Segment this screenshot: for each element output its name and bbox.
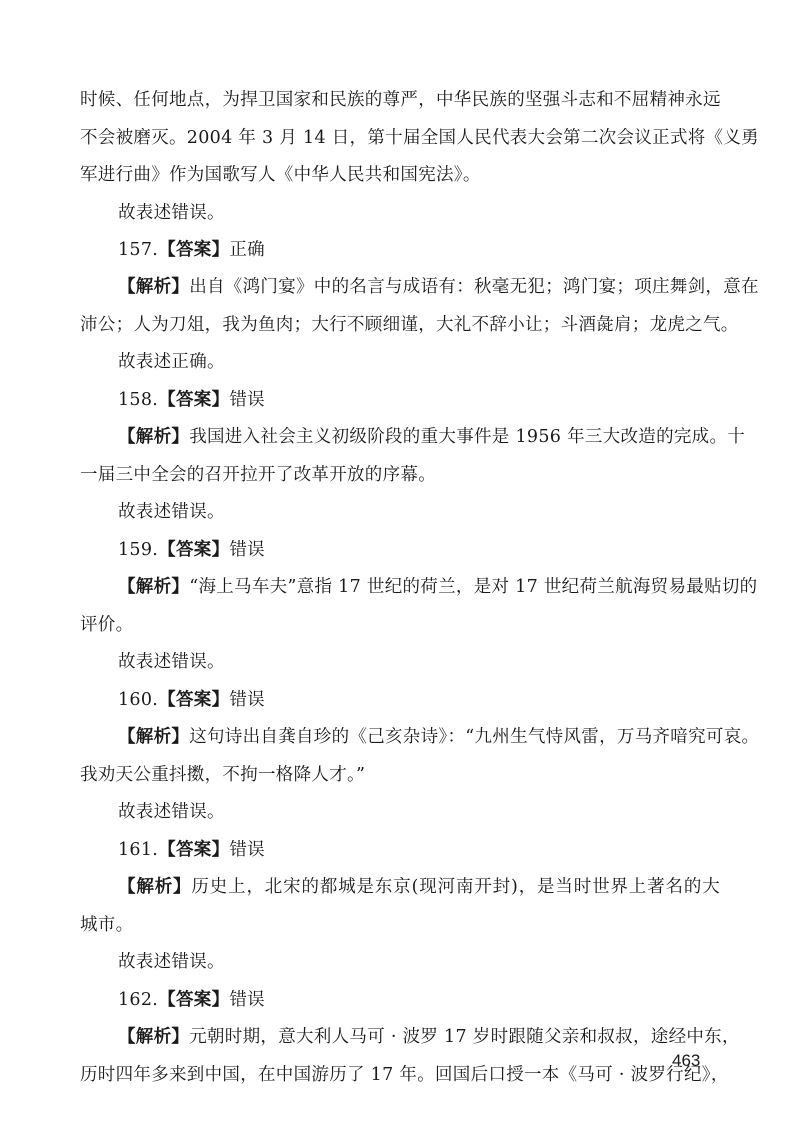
conclusion-line: 故表述错误。	[118, 802, 225, 822]
answer-line: 158.【答案】错误	[118, 390, 265, 410]
text-line: 城市。	[80, 915, 134, 935]
answer-line: 160.【答案】错误	[118, 690, 265, 710]
answer-tag: 【答案】	[158, 540, 230, 560]
answer-line: 161.【答案】错误	[118, 840, 265, 860]
analysis-line: 【解析】元朝时期，意大利人马可 · 波罗 17 岁时跟随父亲和叔叔，途经中东，	[118, 1027, 740, 1047]
page-number: 463	[672, 1051, 701, 1070]
text-line: 沛公；人为刀俎，我为鱼肉；大行不顾细谨，大礼不辞小让；斗酒彘肩；龙虎之气。	[80, 315, 739, 335]
text-line: 一届三中全会的召开拉开了改革开放的序幕。	[80, 465, 436, 485]
conclusion-line: 故表述错误。	[118, 952, 225, 972]
text-line: 评价。	[80, 615, 134, 635]
conclusion-line: 故表述错误。	[118, 502, 225, 522]
analysis-tag: 【解析】	[118, 577, 190, 597]
answer-tag: 【答案】	[158, 990, 230, 1010]
answer-line: 157.【答案】正确	[118, 240, 265, 260]
analysis-tag: 【解析】	[118, 277, 190, 297]
text-line: 历时四年多来到中国，在中国游历了 17 年。回国后口授一本《马可 · 波罗行纪》，	[80, 1065, 729, 1085]
analysis-line: 【解析】出自《鸿门宴》中的名言与成语有：秋毫无犯；鸿门宴；项庄舞剑，意在	[118, 277, 759, 297]
conclusion-line: 故表述错误。	[118, 652, 225, 672]
conclusion-line: 故表述错误。	[118, 203, 225, 223]
analysis-line: 【解析】我国进入社会主义初级阶段的重大事件是 1956 年三大改造的完成。十	[118, 427, 746, 447]
answer-tag: 【答案】	[158, 840, 230, 860]
analysis-tag: 【解析】	[118, 727, 190, 747]
analysis-tag: 【解析】	[118, 877, 192, 897]
analysis-line: 【解析】“海上马车夫”意指 17 世纪的荷兰，是对 17 世纪荷兰航海贸易最贴切的	[118, 577, 758, 597]
text-line: 不会被磨灭。2004 年 3 月 14 日，第十届全国人民代表大会第二次会议正式将《义勇	[80, 128, 759, 148]
analysis-tag: 【解析】	[118, 1027, 190, 1047]
answer-tag: 【答案】	[158, 240, 230, 260]
analysis-tag: 【解析】	[118, 427, 190, 447]
answer-line: 162.【答案】错误	[118, 990, 265, 1010]
conclusion-line: 故表述正确。	[118, 352, 225, 372]
analysis-line: 【解析】这句诗出自龚自珍的《己亥杂诗》：“九州生气恃风雷，万马齐喑究可哀。	[118, 727, 760, 747]
text-line: 时候、任何地点，为捍卫国家和民族的尊严，中华民族的坚强斗志和不屈精神永远	[80, 90, 721, 110]
answer-tag: 【答案】	[158, 390, 230, 410]
text-line: 我劝天公重抖擞，不拘一格降人才。”	[80, 765, 366, 785]
text-line: 军进行曲》作为国歌写人《中华人民共和国宪法》。	[80, 165, 481, 185]
analysis-line: 【解析】历史上，北宋的都城是东京(现河南开封)，是当时世界上著名的大	[118, 877, 721, 897]
answer-tag: 【答案】	[158, 690, 230, 710]
answer-line: 159.【答案】错误	[118, 540, 265, 560]
